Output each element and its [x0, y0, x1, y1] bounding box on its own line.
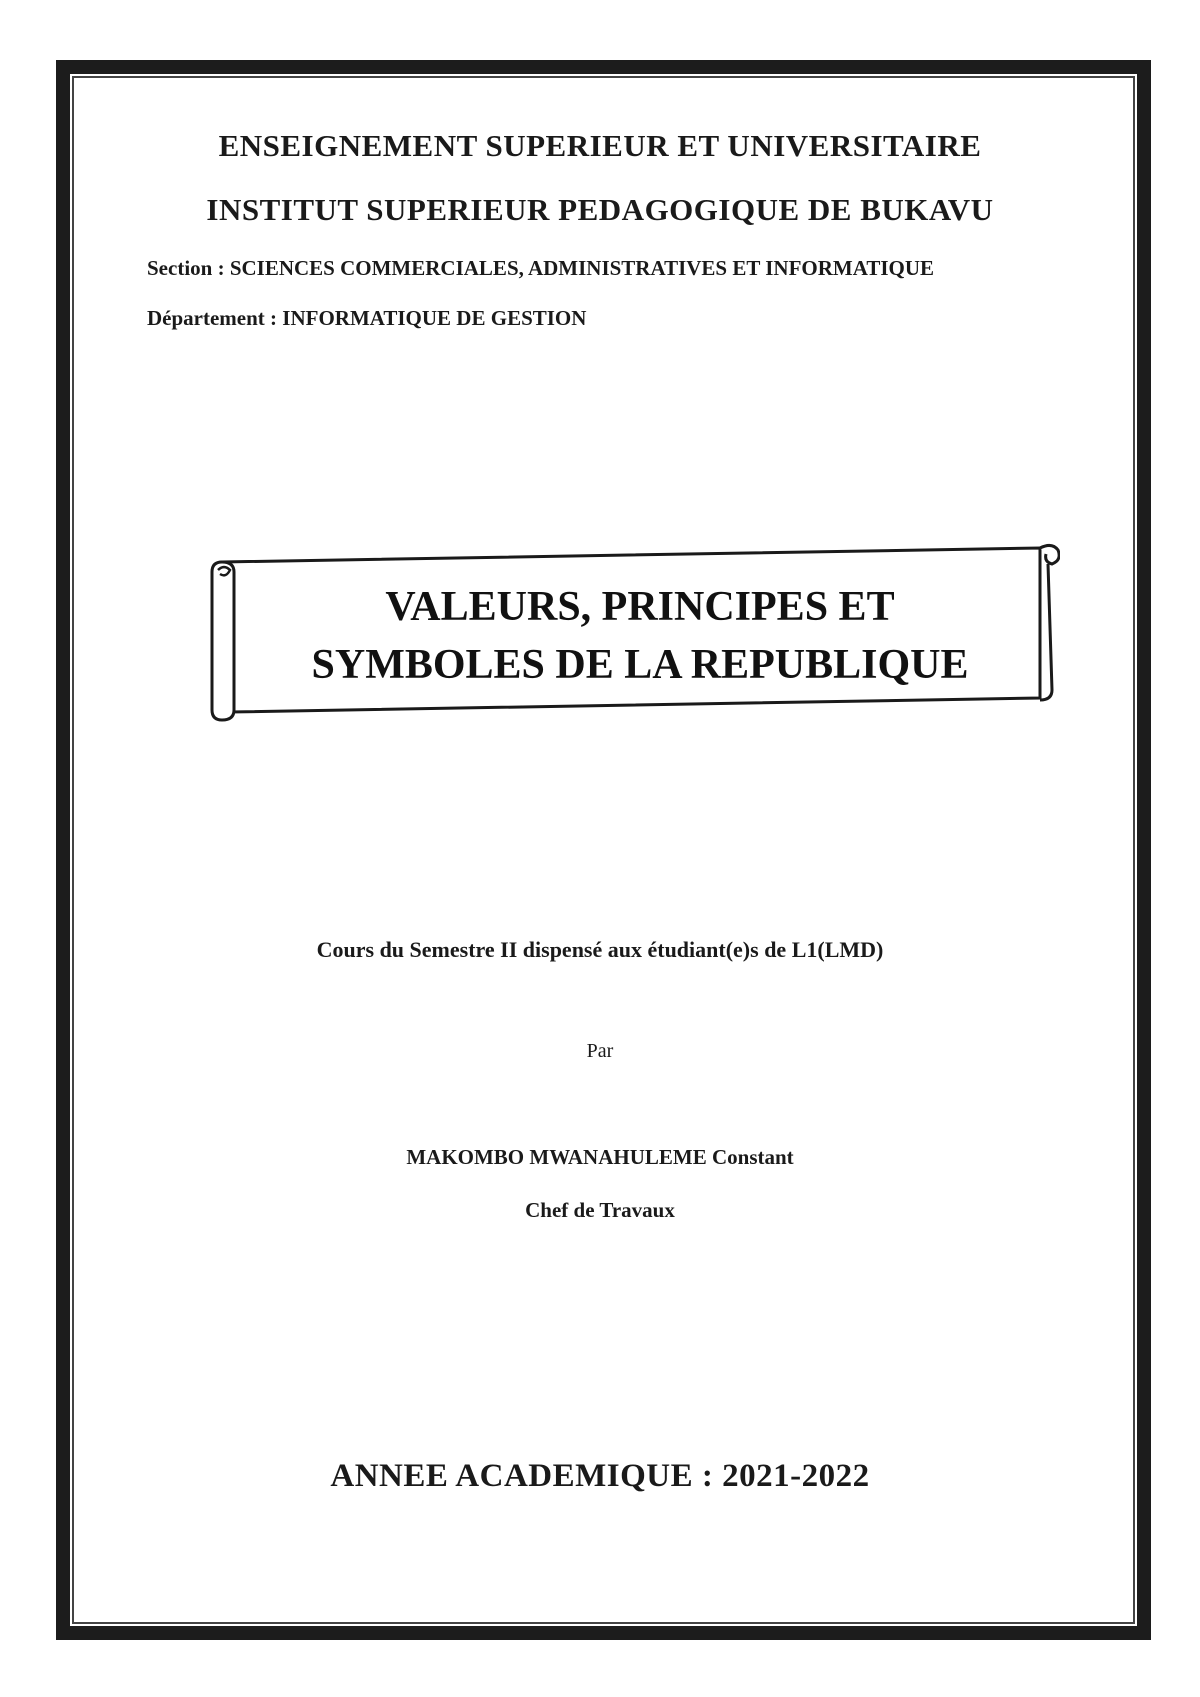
ministry-heading: ENSEIGNEMENT SUPERIEUR ET UNIVERSITAIRE [218, 128, 982, 163]
course-title-line-1: VALEURS, PRINCIPES ET [385, 584, 895, 630]
page-border [56, 60, 1151, 1640]
course-description: Cours du Semestre II dispensé aux étudiant(e)s de L1(LMD) [316, 937, 884, 962]
title-scroll-banner [210, 540, 1060, 725]
course-title [250, 578, 1030, 694]
academic-year: ANNEE ACADEMIQUE : 2021-2022 [330, 1458, 870, 1494]
department-line: Département : INFORMATIQUE DE GESTION [147, 306, 587, 330]
section-line: Section : SCIENCES COMMERCIALES, ADMINISTRATIVES ET INFORMATIQUE [147, 256, 935, 280]
author-name: MAKOMBO MWANAHULEME Constant [406, 1145, 794, 1169]
institute-heading: INSTITUT SUPERIEUR PEDAGOGIQUE DE BUKAVU [206, 192, 994, 227]
by-label: Par [586, 1040, 614, 1062]
course-title-line-2: SYMBOLES DE LA REPUBLIQUE [311, 642, 969, 688]
author-rank: Chef de Travaux [525, 1198, 675, 1222]
